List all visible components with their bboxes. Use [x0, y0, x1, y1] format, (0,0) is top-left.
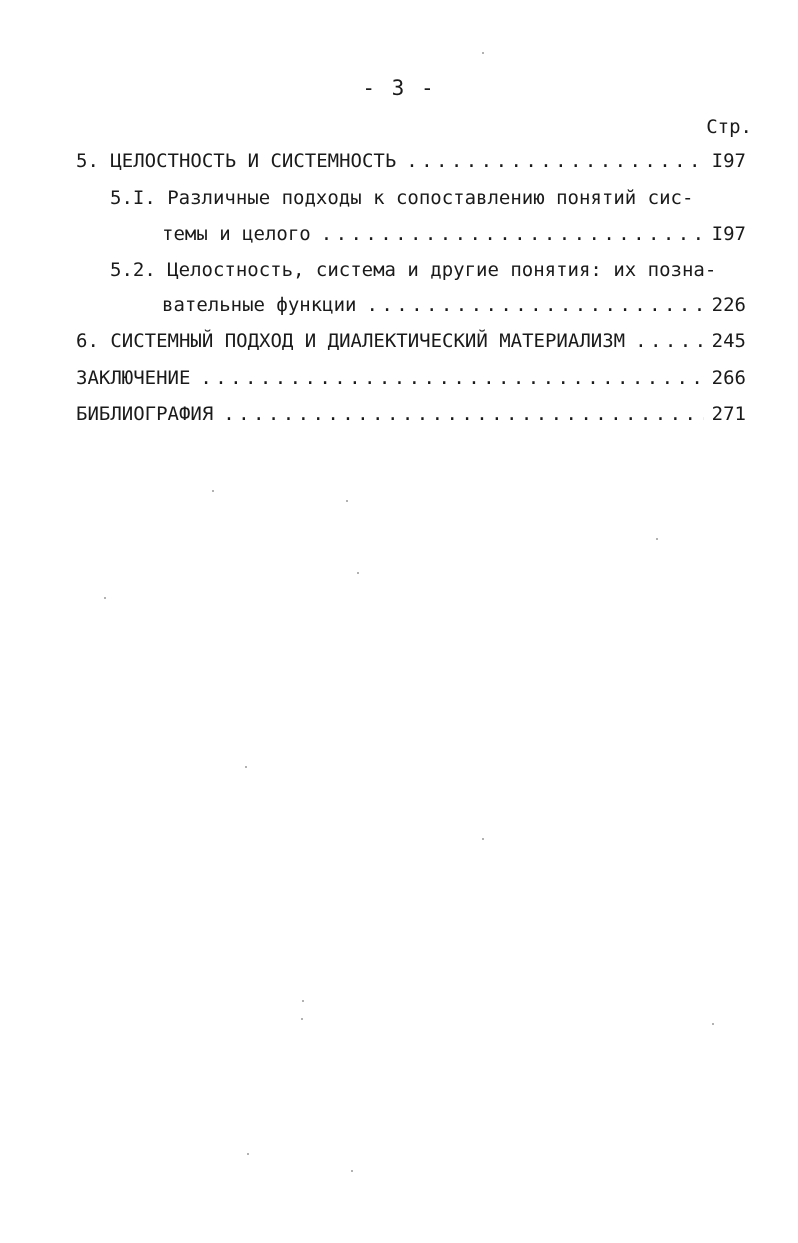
- toc-entry-section-5-1-line1: 5.I. Различные подходы к сопоставлению понятий сис-: [110, 187, 694, 209]
- toc-entry-chapter-6: [76, 329, 746, 353]
- scan-speck: [357, 572, 359, 574]
- toc-entry-page: 271: [711, 403, 746, 425]
- dot-leader: [223, 402, 703, 426]
- toc-entry-conclusion: [76, 366, 746, 390]
- scan-speck: [656, 538, 658, 540]
- dot-leader: [635, 329, 704, 353]
- page-column-header: Стр.: [706, 116, 752, 138]
- toc-entry-page: 266: [711, 367, 746, 389]
- scan-speck: [346, 500, 348, 502]
- scan-speck: [247, 1153, 249, 1155]
- scan-speck: [712, 1023, 714, 1025]
- scan-speck: [301, 1018, 303, 1020]
- toc-entry-page: 245: [711, 330, 746, 352]
- scan-speck: [482, 52, 484, 54]
- dot-leader: [366, 293, 703, 317]
- scan-speck: [212, 490, 214, 492]
- dot-leader: [406, 149, 703, 173]
- toc-entry-section-5-2-line2: [162, 293, 746, 317]
- toc-entry-title: 5. ЦЕЛОСТНОСТЬ И СИСТЕМНОСТЬ: [76, 150, 397, 172]
- page-number: - 3 -: [362, 76, 436, 100]
- scan-speck: [245, 766, 247, 768]
- toc-entry-section-5-2-line1: 5.2. Целостность, система и другие понятия: их позна-: [110, 259, 717, 281]
- scan-speck: [104, 597, 106, 599]
- toc-entry-bibliography: [76, 402, 746, 426]
- toc-entry-title: 6. СИСТЕМНЫЙ ПОДХОД И ДИАЛЕКТИЧЕСКИЙ МАТЕРИАЛИЗМ: [76, 330, 626, 352]
- dot-leader: [200, 366, 703, 390]
- scan-speck: [351, 1170, 353, 1172]
- toc-entry-page: I97: [711, 223, 746, 245]
- scan-speck: [482, 838, 484, 840]
- toc-entry-title: темы и целого: [162, 223, 311, 245]
- toc-entry-chapter-5: [76, 149, 746, 173]
- toc-entry-section-5-1-line2: [162, 222, 746, 246]
- toc-entry-title: ЗАКЛЮЧЕНИЕ: [76, 367, 191, 389]
- toc-entry-page: 226: [711, 294, 746, 316]
- toc-entry-title: вательные функции: [162, 294, 357, 316]
- dot-leader: [321, 222, 704, 246]
- toc-entry-title: БИБЛИОГРАФИЯ: [76, 403, 214, 425]
- toc-entry-page: I97: [711, 150, 746, 172]
- scan-speck: [302, 1000, 304, 1002]
